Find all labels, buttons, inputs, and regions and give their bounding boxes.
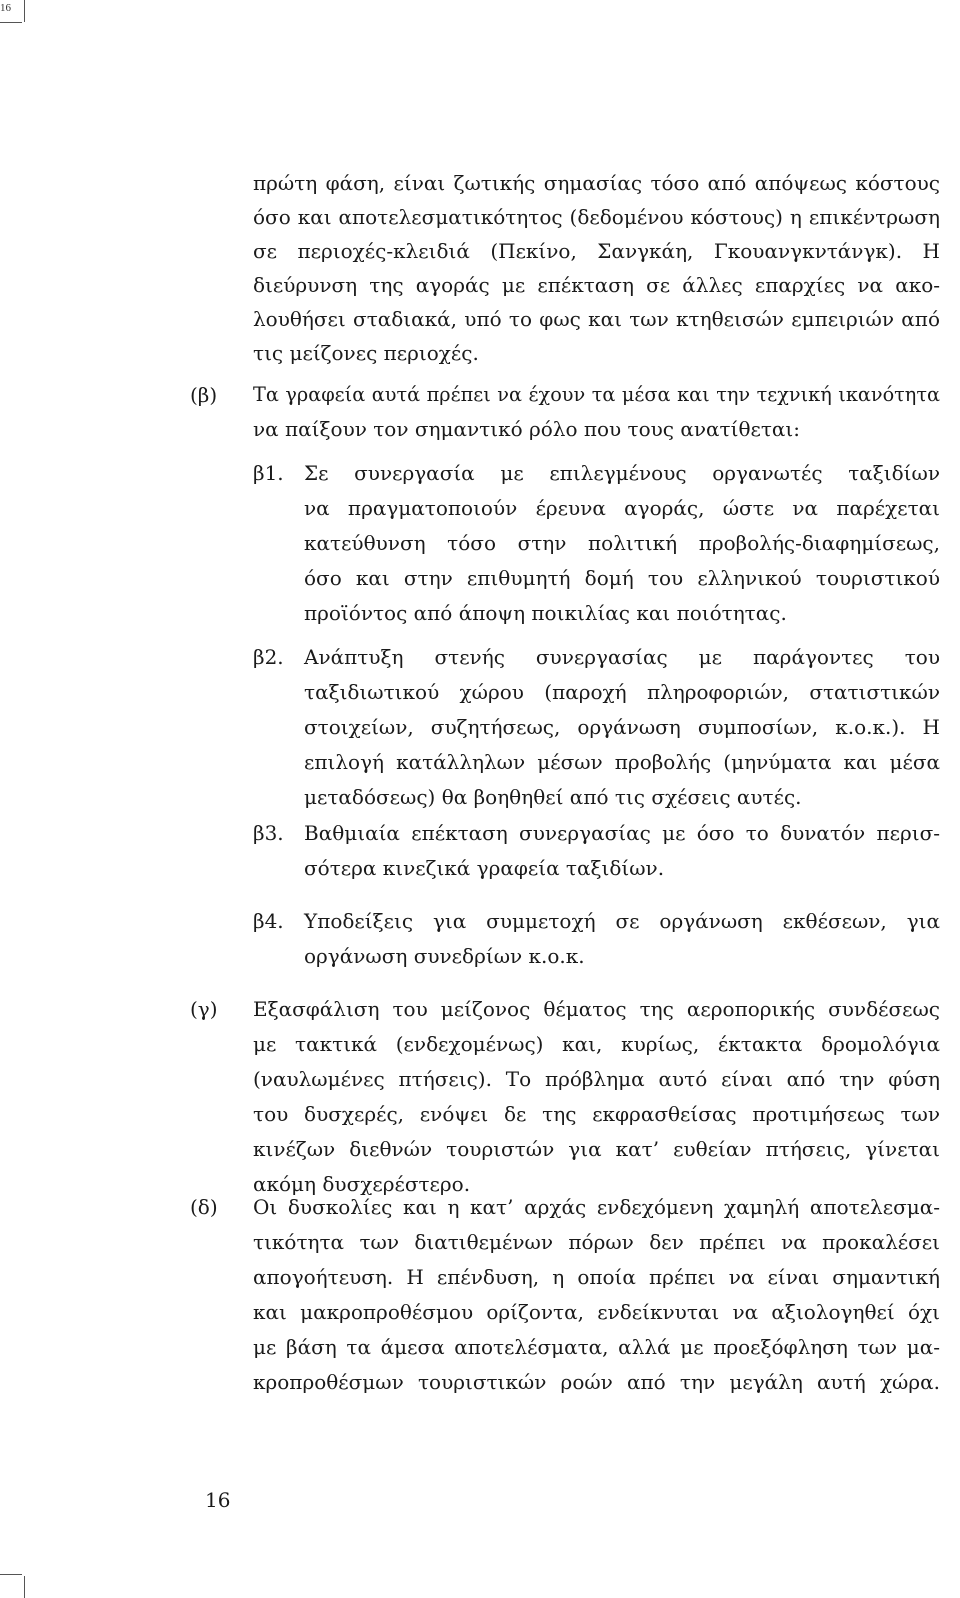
text-line: τικότητα των διατιθεμένων πόρων δεν πρέπει να προκαλέσει [253,1230,940,1254]
text-line: μεταδόσεως) θα βοηθηθεί από τις σχέσεις αυτές. [304,785,802,809]
text-line: όσο και αποτελεσματικότητος (δεδομένου κόστους) η επικέντρωση [253,205,940,229]
text-line: Ανάπτυξη στενής συνεργασίας με παράγοντες του [304,645,940,669]
item-label: (β) [190,383,218,407]
subitem-label: β4. [253,909,284,933]
text-line: να παίξουν τον σημαντικό ρόλο που τους ανατίθεται: [253,417,800,441]
item-label: (γ) [190,997,218,1021]
text-line: του δυσχερές, ενόψει δε της εκφρασθείσας προτιμήσεως των [253,1102,940,1126]
crop-mark [24,1576,25,1598]
subitem-label: β3. [253,821,284,845]
text-line: κινέζων διεθνών τουριστών για κατ’ ευθείαν πτήσεις, γίνεται [253,1137,940,1161]
text-line: με τακτικά (ενδεχομένως) και, κυρίως, έκτακτα δρομολόγια [253,1032,940,1056]
text-line: Σε συνεργασία με επιλεγμένους οργανωτές ταξιδίων [304,461,940,485]
text-line: σότερα κινεζικά γραφεία ταξιδίων. [304,856,665,880]
item-c-text [253,992,940,1202]
text-line: Υποδείξεις για συμμετοχή σε οργάνωση εκθέσεων, για [304,909,940,933]
text-line: με βάση τα άμεσα αποτελέσματα, αλλά με προεξόφληση των μα- [253,1335,940,1359]
subitem-b3-text [304,816,940,886]
text-line: Τα γραφεία αυτά πρέπει να έχουν τα μέσα και την τεχνική ικανότητα [253,383,940,406]
text-line: απογοήτευση. Η επένδυση, η οποία πρέπει να είναι σημαντική [253,1265,940,1289]
text-line: σε περιοχές-κλειδιά (Πεκίνο, Σανγκάη, Γκουανγκντάνγκ). Η [253,239,940,263]
text-line: κατεύθυνση τόσο στην πολιτική προβολής-διαφημίσεως, [304,531,940,555]
text-line: λουθήσει σταδιακά, υπό το φως και των κτηθεισών εμπειριών από [253,307,940,331]
text-line: Οι δυσκολίες και η κατ’ αρχάς ενδεχόμενη χαμηλή αποτελεσμα- [253,1195,940,1219]
text-line: να πραγματοποιούν έρευνα αγοράς, ώστε να παρέχεται [304,496,940,520]
subitem-b2-text [304,640,940,820]
folio: 16 [0,2,11,14]
crop-mark [0,1574,22,1575]
subitem-label: β2. [253,645,284,669]
item-label: (δ) [190,1195,218,1219]
text-line: όσο και στην επιθυμητή δομή του ελληνικού τουριστικού [304,566,940,590]
text-line: και μακροπροθέσμου ορίζοντα, ενδείκνυται να αξιολογηθεί όχι [253,1300,940,1324]
text-line: (ναυλωμένες πτήσεις). Το πρόβλημα αυτό είναι από την φύση [253,1067,940,1091]
text-line: επιλογή κατάλληλων μέσων προβολής (μηνύματα και μέσα [304,750,940,774]
text-line: προϊόντος από άποψη ποικιλίας και ποιότητας. [304,601,787,625]
crop-mark [0,22,22,23]
subitem-label: β1. [253,461,284,485]
crop-mark [24,0,25,22]
text-line: Εξασφάλιση του μείζονος θέματος της αεροπορικής συνδέσεως [253,997,940,1021]
text-line: πρώτη φάση, είναι ζωτικής σημασίας τόσο από απόψεως κόστους [253,171,940,195]
item-b-text [253,378,940,448]
text-line: στοιχείων, συζητήσεως, οργάνωση συμποσίων, κ.ο.κ.). Η [304,715,940,739]
text-line: κροπροθέσμων τουριστικών ροών από την μεγάλη αυτή χώρα. [253,1370,940,1394]
text-line: ταξιδιωτικού χώρου (παροχή πληροφοριών, στατιστικών [304,680,940,704]
text-line: τις μείζονες περιοχές. [253,341,479,365]
text-line: ακόμη δυσχερέστερο. [253,1172,471,1196]
text-line: Βαθμιαία επέκταση συνεργασίας με όσο το δυνατόν περισ- [304,821,940,845]
intro-paragraph [253,166,940,376]
page-number: 16 [205,1488,231,1512]
item-d-text [253,1190,940,1400]
text-line: οργάνωση συνεδρίων κ.ο.κ. [304,944,585,968]
subitem-b4-text [304,904,940,974]
text-line: διεύρυνση της αγοράς με επέκταση σε άλλες επαρχίες να ακο- [253,273,940,297]
subitem-b1-text [304,456,940,636]
